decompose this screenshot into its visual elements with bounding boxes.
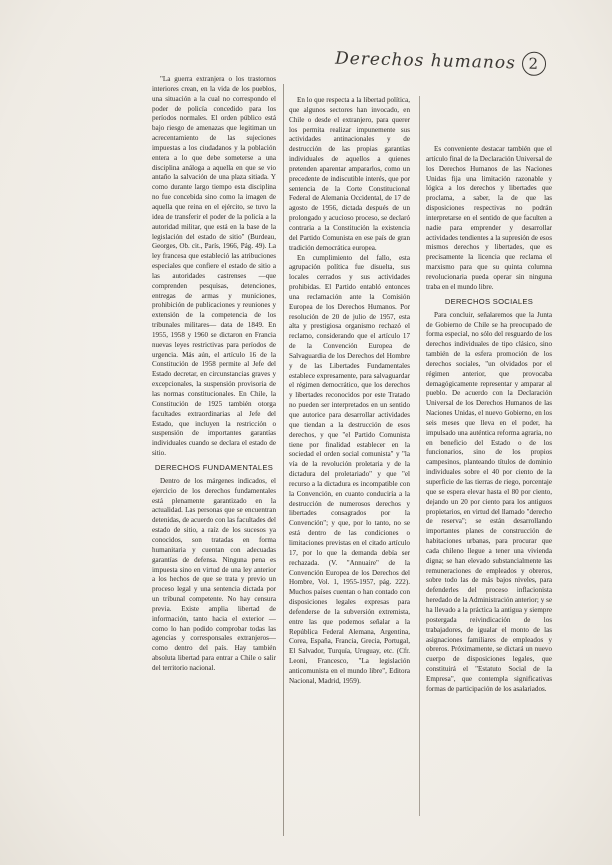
article-column-left xyxy=(152,75,276,845)
column-divider xyxy=(419,96,420,816)
paragraph: Dentro de los márgenes indicados, el ejercicio de los derechos fundamentales está plenamente garantizado en la actualidad. Las personas que se encuentran detenidas, de acuerdo con las facultades del estado de sitio, a raíz de los sucesos ya conocidos, son tratadas en forma humanitaria y cuentan con adecuadas garantías de defensa. Ninguna pena es impuesta sino en virtud de una ley anterior a los hechos de que se trata y previo un proceso legal y una sentencia dictada por un tribunal competente. No hay censura previa. Existe amplia libertad de información, tanto hacia el exterior —como lo han podido comprobar todas las agencias y corresponsales extranjeros— como dentro del país. Hay también absoluta libertad para entrar a Chile o salir del territorio nacional. xyxy=(152,476,276,672)
column-divider xyxy=(283,84,284,836)
handwritten-page-number: 2 xyxy=(522,51,547,76)
paragraph: "La guerra extranjera o los trastornos interiores crean, en la vida de los pueblos, una situación a la cual no correspondo el poder de policía concedido para los períodos normales. El orden público está bajo riesgo de amenazas que legitiman un acrecentamiento de las sujeciones impuestas a los ciudadanos y la población entera a lo que debe someterse a una disciplina análoga a aquella en que se vio antaño la salvación de una plaza sitiada. Y como durante largo tiempo esta disciplina no fue concebida sino como la imagen de aquella que reina en el ejército, se tuvo la idea de transferir el poder de la policía a la autoridad militar, que está en la base de la legislación del estado de sitio" (Burdeau, Georges, Ob. cit., París, 1966, Pág. 49). La ley francesa que estableció las atribuciones especiales que confiere el estado de sitio a las autoridades castrenses —que comprenden pesquisas, detenciones, entregas de armas y municiones, prohibición de publicaciones y reuniones y extensión de la competencia de los tribunales militares— data de 1849. En 1955, 1958 y 1960 se dictaron en Francia nuevas leyes restrictivas para períodos de urgencia. Más aún, el artículo 16 de la Constitución de 1958 permite al Jefe del Estado decretar, en circunstancias graves y excepcionales, la suspensión provisoria de las normas constitucionales. En Chile, la Constitución de 1925 también otorga facultades extraordinarias al Jefe del Estado, que incluyen la restricción o suspensión de importantes garantías individuales cuando se declara el estado de sitio. xyxy=(152,75,276,458)
paragraph: En lo que respecta a la libertad política, que algunos sectores han invocado, en Chile o desde el extranjero, para querer los permita realizar impunemente sus actividades antinacionales y de destrucción de las propias garantías individuales de aquellos a quienes pretenden aparentar ampararlos, como un precedente de indiscutible interés, que por sentencia de la Corte Constitucional Federal de Alemania Occidental, de 17 de agosto de 1956, dictada después de un prolongado y acucioso proceso, se declaró contraria a la Constitución la existencia del Partido Comunista en ese país de gran tradición democrática europea. xyxy=(289,96,410,252)
paragraph: Es conveniente destacar también que el artículo final de la Declaración Universal de los Derechos Humanos de las Naciones Unidas fija una limitación razonable y lógica a los derechos y libertades que proclama, a saber, la de que las disposiciones respectivas no podrán interpretarse en el sentido de que faculten a nadie para emprender y desarrollar actividades tendientes a la supresión de esos mismos derechos y libertades, que es precisamente la licencia que reclama el marxismo para que su quinta columna revolucionaria pueda operar sin ninguna traba en el mundo libre. xyxy=(426,145,552,291)
handwritten-title: Derechos humanos xyxy=(334,48,517,74)
paragraph: En cumplimiento del fallo, esta agrupación política fue disuelta, sus locales cerrados y sus actividades prohibidas. El Partido entabló entonces una reclamación ante la Comisión Europea de los Derechos Humanos. Por resolución de 20 de julio de 1957, esta alta y prestigiosa organismo rechazó el reclamo, considerando que el artículo 17 de la Convención Europea de Salvaguardia de los Derechos del Hombre y de las Libertades Fundamentales establece expresamente, para salvaguardar el régimen democrático, que los derechos y libertades reconocidos por este Tratado no pueden ser interpretados en un sentido que autorice para desarrollar actividades que tiendan a la destrucción de esos derechos, y que "el Partido Comunista tiene por finalidad establecer en la sociedad el orden social comunista" y "la vía de la revolución proletaria y de la dictadura del proletariado" y que "el recurso a la dictadura es incompatible con la Convención, en cuanto conduciría a la destrucción de numerosos derechos y libertades consagrados por la Convención"; y que, por lo tanto, no se está dentro de las condiciones o limitaciones previstas en el citado artículo 17, por lo que la demanda debía ser rechazada. (V. "Annuaire" de la Convención Europea de los Derechos del Hombre, Vol. 1, 1955-1957, pág. 222). Muchos países cuentan o han contado con disposiciones legales expresas para defenderse de la subversión extremista, entre las que podemos señalar a la República Federal Alemana, Argentina, Corea, España, Francia, Grecia, Portugal, El Salvador, Turquía, Uruguay, etc. (Cfr. Leoni, Francesco, "La legislación anticomunista en el mundo libre", Editora Nacional, Madrid, 1959). xyxy=(289,253,410,685)
section-heading: DERECHOS FUNDAMENTALES xyxy=(154,462,274,472)
article-column-middle xyxy=(289,96,410,828)
article-column-right xyxy=(426,145,552,815)
section-heading: DERECHOS SOCIALES xyxy=(444,296,534,306)
paragraph: Para concluir, señalaremos que la Junta de Gobierno de Chile se ha preocupado de forma especial, no sólo del resguardo de los derechos individuales de tipo clásico, sino también de la esfera promoción de los derechos sociales, "un olvidados por el régimen anterior, que provocaba demagógicamente representar y amparar al pueblo. De acuerdo con la Declaración Universal de los Derechos Humanos de las Naciones Unidas, el nuevo Gobierno, en los seis meses que lleva en el poder, ha impulsado una auténtica reforma agraria, no en beneficio del Estado o de los funcionarios, sino de los propios campesinos, planteando títulos de dominio individuales sobre el 40 por ciento de la superficie de las tierras de riego, porcentaje que se espera elevar hasta el 80 por ciento, dejando un 20 por ciento para los antiguos propietarios, en virtud del llamado "derecho de reserva"; se están desarrollando importantes planes de construcción de habitaciones urbanas, para procurar que cada chileno llegue a tener una vivienda digna; se han elevado substancialmente las remuneraciones de empleados y obreros, sobre todo las de más bajos niveles, para defenderles del proceso inflacionista heredado de la Administración anterior; y se ha llevado a la práctica la antigua y siempre postergada reivindicación de los trabajadores, de igualar el monto de las asignaciones familiares de empleados y obreros. Próximamente, se dictará un nuevo cuerpo de disposiciones legales, que constituirá el "Estatuto Social de la Empresa", que contempla significativas formas de participación de los asalariados. xyxy=(426,310,552,693)
